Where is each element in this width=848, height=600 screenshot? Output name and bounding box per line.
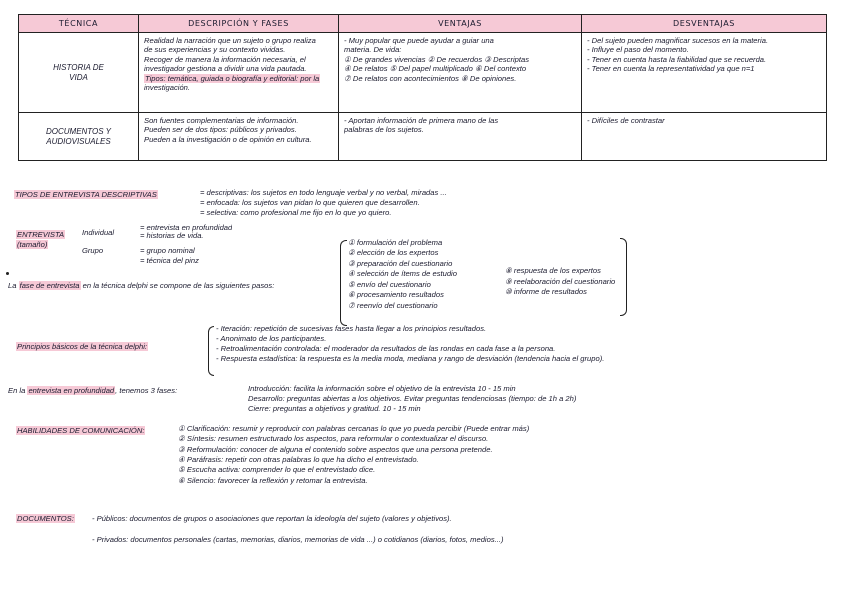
list-item: Desarrollo: preguntas abiertas a los objetivos. Evitar preguntas tendenciosas (tiempo: de 1h a 2h) bbox=[248, 393, 577, 403]
grupo-sub: = grupo nominal = técnica del pinz bbox=[140, 246, 199, 266]
table-header-row bbox=[19, 15, 827, 33]
list-item: ① formulación del problema bbox=[348, 238, 443, 247]
documentos-privados: - Privados: documentos personales (cartas, memorias, diarios, memorias de vida ...) o cotidianos (diarios, fotos, medios...) bbox=[92, 535, 504, 544]
list-item: ⑧ respuesta de los expertos bbox=[505, 266, 601, 275]
list-item: ④ Paráfrasis: repetir con otras palabras lo que ha dicho el entrevistado. bbox=[178, 454, 419, 464]
cell-ventajas: - Muy popular que puede ayudar a guiar una materia. De vida: ① De grandes vivencias ② De recuerdos ③ Descriptas ④ De relatos ⑤ Del papel multiplicado ⑥ Del contexto ⑦ De relatos con acontecimientos ⑧ De opiniones. bbox=[339, 33, 582, 113]
table-row bbox=[19, 33, 827, 113]
list-item: ⑦ reenvío del cuestionario bbox=[348, 300, 438, 310]
cell-descripcion: Son fuentes complementarias de información. Pueden ser de dos tipos: públicos y privados. Pueden a la investigación o de opinión en cultura. bbox=[139, 113, 339, 161]
notes-table bbox=[18, 14, 827, 161]
header-ventajas: VENTAJAS bbox=[339, 15, 582, 33]
habilidades-label: HABILIDADES DE COMUNICACIÓN: bbox=[17, 426, 145, 435]
list-item: ① Clarificación: resumir y reproducir con palabras cercanas lo que yo pueda percibir (Puede entrar más) bbox=[178, 424, 530, 433]
brace-principios bbox=[208, 326, 214, 376]
entrevista-individual: Individual bbox=[82, 228, 115, 237]
list-item: ② Síntesis: resumen estructurado los aspectos, para reformular o contextualizar el discurso. bbox=[178, 434, 489, 444]
header-tecnica: TÉCNICA bbox=[19, 15, 139, 33]
list-item: ⑤ envío del cuestionario bbox=[348, 279, 431, 289]
cell-tecnica: DOCUMENTOS Y AUDIOVISUALES bbox=[19, 113, 139, 161]
list-item: ⑤ Escucha activa: comprender lo que el entrevistado dice. bbox=[178, 465, 376, 475]
list-item: - Retroalimentación controlada: el moderador da resultados de las rondas en cada fase a la persona. bbox=[216, 344, 556, 354]
profundidad-intro: En la entrevista en profundidad, tenemos 3 fases: bbox=[8, 386, 178, 395]
tipos-list bbox=[200, 188, 447, 218]
cell-tecnica: HISTORIA DE VIDA bbox=[19, 33, 139, 113]
entrevista-grupo: Grupo bbox=[82, 246, 104, 255]
header-descripcion: DESCRIPCIÓN Y FASES bbox=[139, 15, 339, 33]
cell-desventajas: - Del sujeto pueden magnificar sucesos en la materia. - Influye el paso del momento. - Tener en cuenta hasta la fiabilidad que se recuerda. - Tener en cuenta la representatividad ya que n=1 bbox=[582, 33, 827, 113]
list-item: ⑩ informe de resultados bbox=[505, 287, 587, 297]
list-item: - Iteración: repetición de sucesivas fases hasta llegar a los principios resultados. bbox=[216, 324, 487, 333]
habilidades-list bbox=[178, 424, 529, 486]
tipos-label: TIPOS DE ENTREVISTA DESCRIPTIVAS bbox=[15, 190, 157, 199]
brace-right bbox=[620, 238, 627, 316]
fases-right-list bbox=[505, 266, 615, 298]
documentos-publicos: - Públicos: documentos de grupos o asociaciones que reportan la ideología del sujeto (valores y objetivos). bbox=[92, 514, 452, 523]
list-item: Introducción: facilita la información sobre el objetivo de la entrevista 10 - 15 min bbox=[248, 384, 516, 393]
list-item: - Respuesta estadística: la respuesta es la media moda, mediana y rango de desviación (tendencia hacia el grupo). bbox=[216, 354, 605, 364]
cell-descripcion: Realidad la narración que un sujeto o grupo realiza de sus experiencias y su contexto vividas. Recoger de manera la información necesaria, el investigador gestiona a dividir una vida pautada. Tipos: temática, guiada o biografía y editorial: por la investigación. bbox=[139, 33, 339, 113]
list-item: ⑥ procesamiento resultados bbox=[348, 290, 444, 300]
bullet-dot bbox=[6, 272, 9, 275]
cell-ventajas: - Aportan información de primera mano de las palabras de los sujetos. bbox=[339, 113, 582, 161]
list-item: ② elección de los expertos bbox=[348, 248, 439, 258]
individual-sub: = entrevista en profundidad = historias de vida. bbox=[140, 224, 233, 241]
profundidad-fases bbox=[248, 384, 576, 414]
list-item: Cierre: preguntas a objetivos y gratitud. 10 - 15 min bbox=[248, 403, 421, 413]
list-item: ③ Reformulación: conocer de alguna el contenido sobre aspectos que una persona pretende. bbox=[178, 444, 493, 454]
fases-intro: La fase de entrevista en la técnica delphi se compone de las siguientes pasos: bbox=[8, 281, 275, 290]
list-item: ③ preparación del cuestionario bbox=[348, 258, 453, 268]
list-item: ④ selección de ítems de estudio bbox=[348, 269, 457, 279]
list-item: = descriptivas: los sujetos en todo lenguaje verbal y no verbal, miradas ... bbox=[200, 188, 447, 197]
header-desventajas: DESVENTAJAS bbox=[582, 15, 827, 33]
brace-left bbox=[340, 240, 347, 326]
principios-list bbox=[216, 324, 604, 364]
list-item: - Anonimato de los participantes. bbox=[216, 334, 327, 344]
list-item: ⑥ Silencio: favorecer la reflexión y retomar la entrevista. bbox=[178, 475, 368, 485]
documentos-label: DOCUMENTOS: bbox=[17, 514, 74, 523]
table-row bbox=[19, 113, 827, 161]
fases-left-list bbox=[348, 238, 457, 311]
cell-desventajas: - Difíciles de contrastar bbox=[582, 113, 827, 161]
list-item: = selectiva: como profesional me fijo en lo que yo quiero. bbox=[200, 207, 392, 217]
entrevista-label: ENTREVISTA (tamaño) bbox=[17, 230, 65, 249]
list-item: = enfocada: los sujetos van pidan lo que quieren que desarrollen. bbox=[200, 197, 420, 207]
list-item: ⑨ reelaboración del cuestionario bbox=[505, 276, 616, 286]
principios-label: Principios básicos de la técnica delphi: bbox=[17, 342, 148, 351]
